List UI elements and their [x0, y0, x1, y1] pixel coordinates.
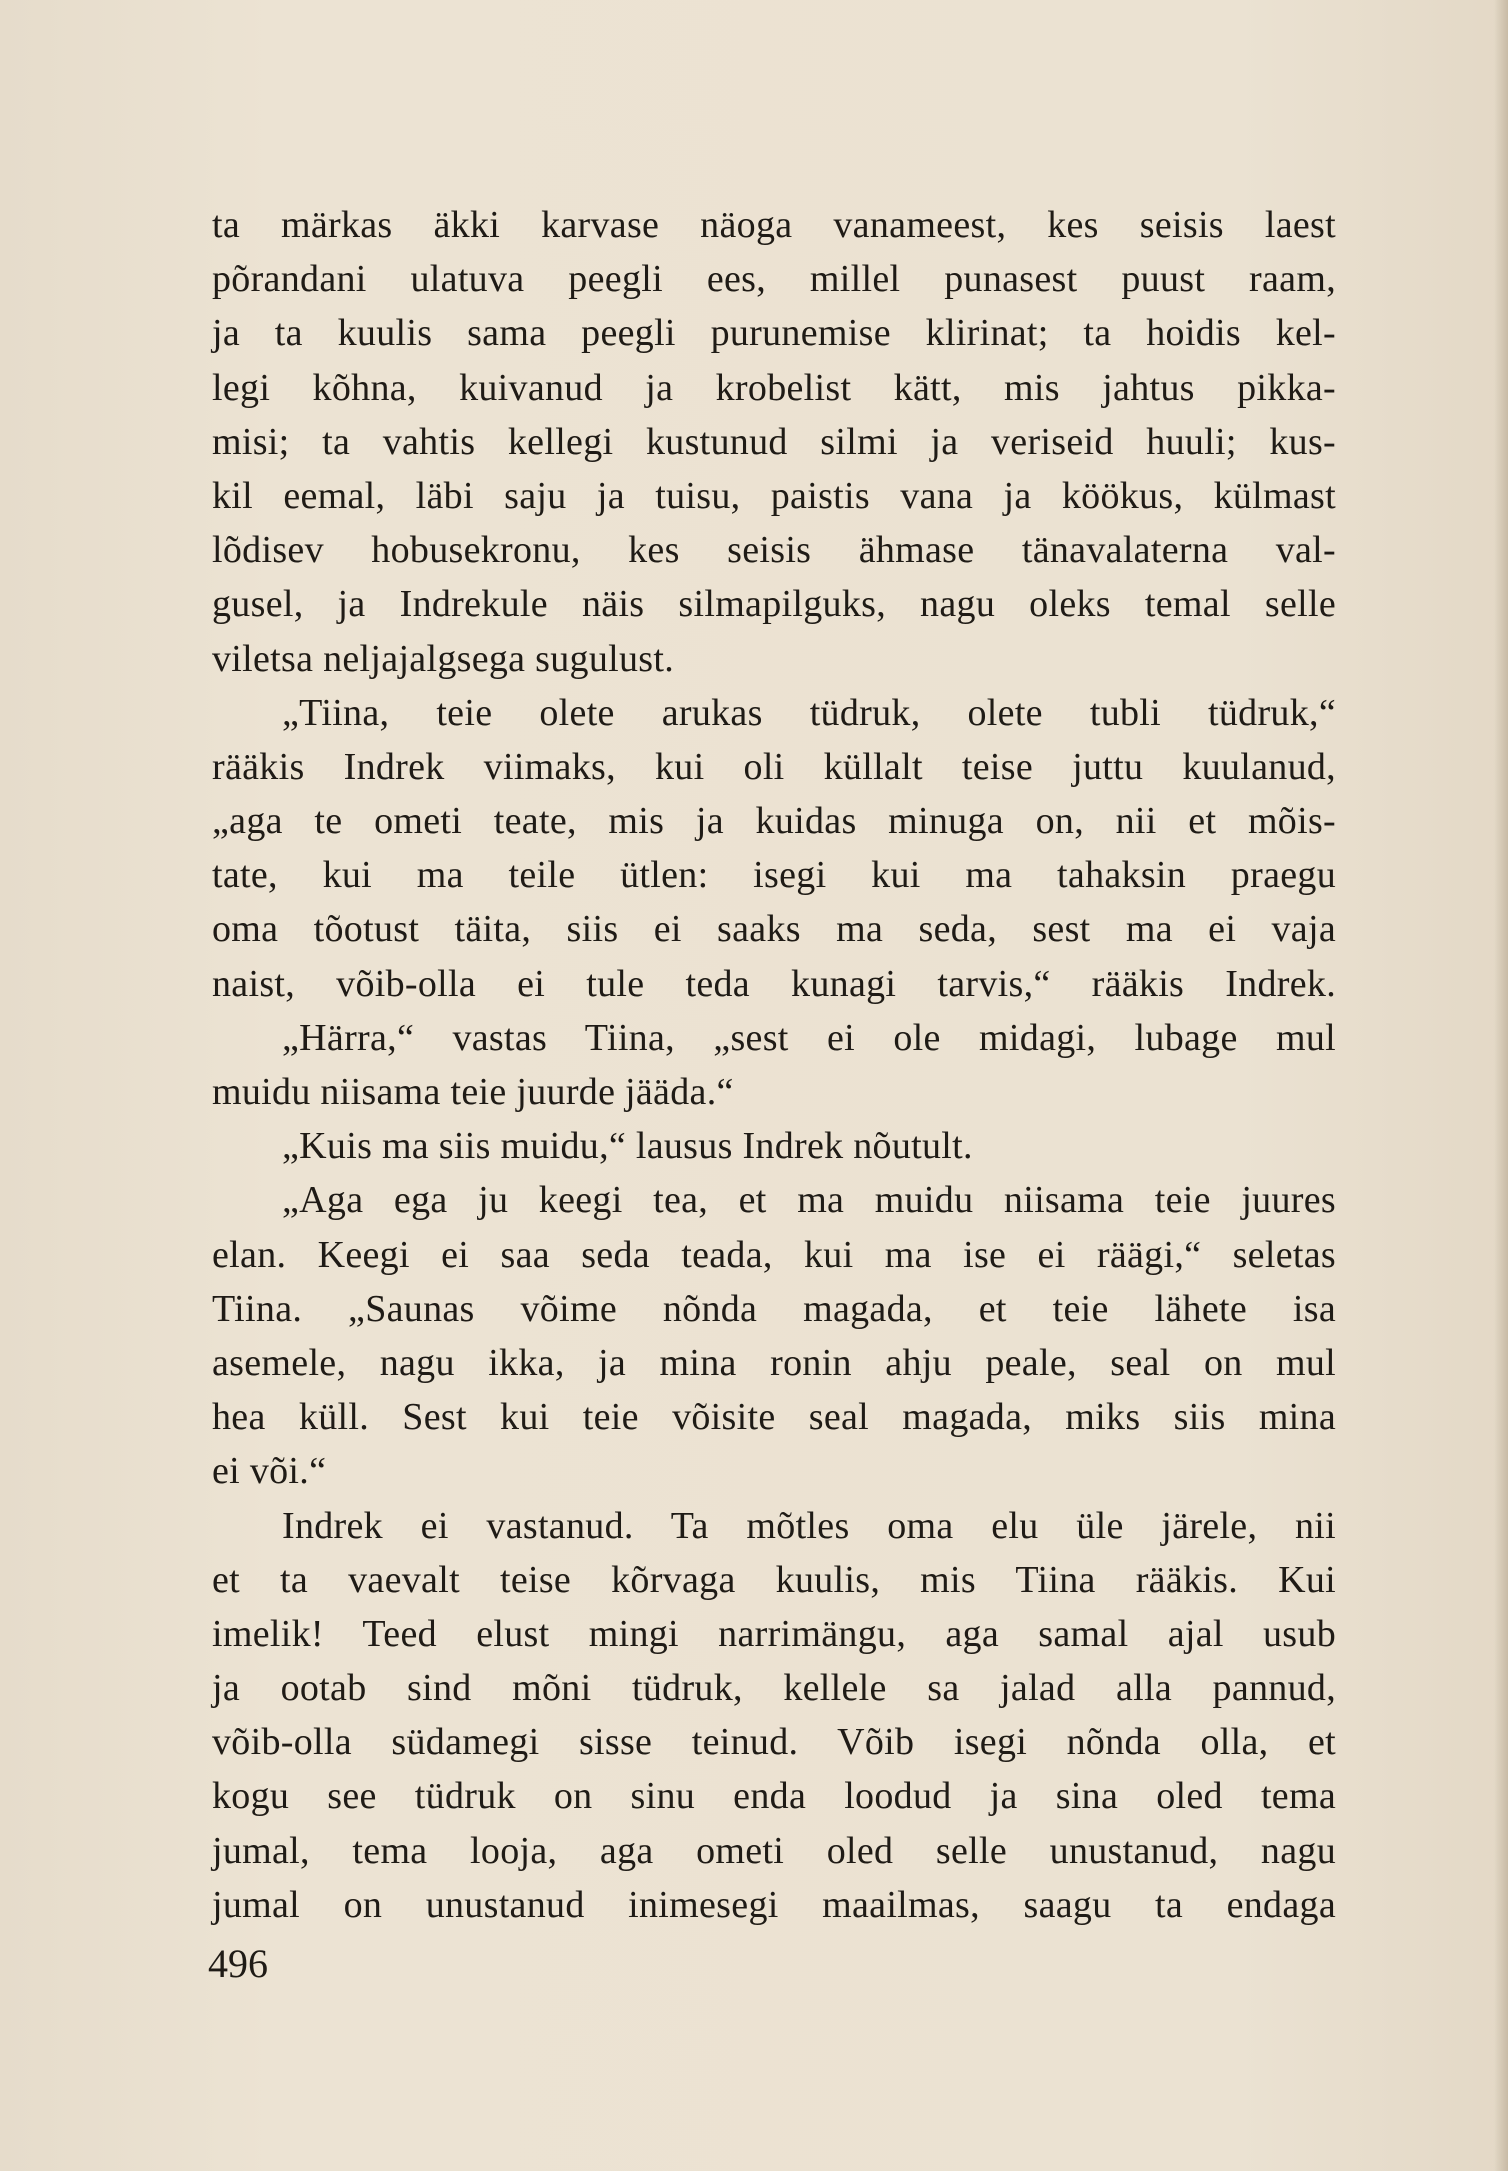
text-line: misi; ta vahtis kellegi kustunud silmi ja veriseid huuli; kus-: [212, 420, 1336, 463]
text-line: ja ootab sind mõni tüdruk, kellele sa jalad alla pannud,: [212, 1667, 1336, 1710]
text-line: ja ta kuulis sama peegli purunemise klirinat; ta hoidis kel-: [212, 312, 1336, 355]
text-line: elan. Keegi ei saa seda teada, kui ma ise ei räägi,“ seletas: [212, 1233, 1336, 1276]
text-line: võib-olla südamegi sisse teinud. Võib isegi nõnda olla, et: [212, 1721, 1336, 1764]
text-line: gusel, ja Indrekule näis silmapilguks, nagu oleks temal selle: [212, 583, 1336, 626]
text-line: oma tõotust täita, siis ei saaks ma seda, sest ma ei vaja: [212, 908, 1336, 951]
text-line: „Tiina, teie olete arukas tüdruk, olete tubli tüdruk,“: [282, 691, 1336, 734]
text-line: viletsa neljajalgsega sugulust.: [212, 637, 675, 680]
body-text: [212, 198, 1336, 1932]
text-line: „aga te ometi teate, mis ja kuidas minuga on, nii et mõis-: [212, 800, 1336, 843]
text-line: asemele, nagu ikka, ja mina ronin ahju peale, seal on mul: [212, 1341, 1336, 1384]
text-line: põrandani ulatuva peegli ees, millel punasest puust raam,: [212, 258, 1336, 301]
text-line: jumal on unustanud inimesegi maailmas, saagu ta endaga: [212, 1883, 1336, 1926]
text-line: hea küll. Sest kui teie võisite seal magada, miks siis mina: [212, 1396, 1336, 1439]
text-line: rääkis Indrek viimaks, kui oli küllalt teise juttu kuulanud,: [212, 745, 1336, 788]
page-number: 496: [208, 1941, 268, 1986]
text-line: tate, kui ma teile ütlen: isegi kui ma tahaksin praegu: [212, 854, 1336, 897]
text-line: Tiina. „Saunas võime nõnda magada, et teie lähete isa: [212, 1287, 1336, 1330]
text-line: imelik! Teed elust mingi narrimängu, aga samal ajal usub: [212, 1612, 1336, 1655]
text-line: naist, võib-olla ei tule teda kunagi tarvis,“ rääkis Indrek.: [212, 962, 1336, 1005]
text-line: muidu niisama teie juurde jääda.“: [212, 1071, 734, 1113]
text-line: kil eemal, läbi saju ja tuisu, paistis vana ja köökus, külmast: [212, 474, 1336, 517]
text-line: „Kuis ma siis muidu,“ lausus Indrek nõutult.: [282, 1125, 973, 1168]
text-line: „Aga ega ju keegi tea, et ma muidu niisama teie juures: [282, 1179, 1336, 1222]
text-line: ta märkas äkki karvase näoga vanameest, kes seisis laest: [212, 204, 1336, 246]
text-line: Indrek ei vastanud. Ta mõtles oma elu üle järele, nii: [282, 1504, 1336, 1547]
text-line: ei või.“: [212, 1450, 327, 1493]
text-line: kogu see tüdruk on sinu enda loodud ja sina oled tema: [212, 1775, 1336, 1818]
text-line: „Härra,“ vastas Tiina, „sest ei ole midagi, lubage mul: [282, 1016, 1336, 1059]
text-line: lõdisev hobusekronu, kes seisis ähmase tänavalaterna val-: [212, 529, 1336, 572]
text-line: jumal, tema looja, aga ometi oled selle unustanud, nagu: [212, 1829, 1336, 1872]
text-line: et ta vaevalt teise kõrvaga kuulis, mis Tiina rääkis. Kui: [212, 1558, 1336, 1601]
text-line: legi kõhna, kuivanud ja krobelist kätt, mis jahtus pikka-: [212, 366, 1336, 409]
